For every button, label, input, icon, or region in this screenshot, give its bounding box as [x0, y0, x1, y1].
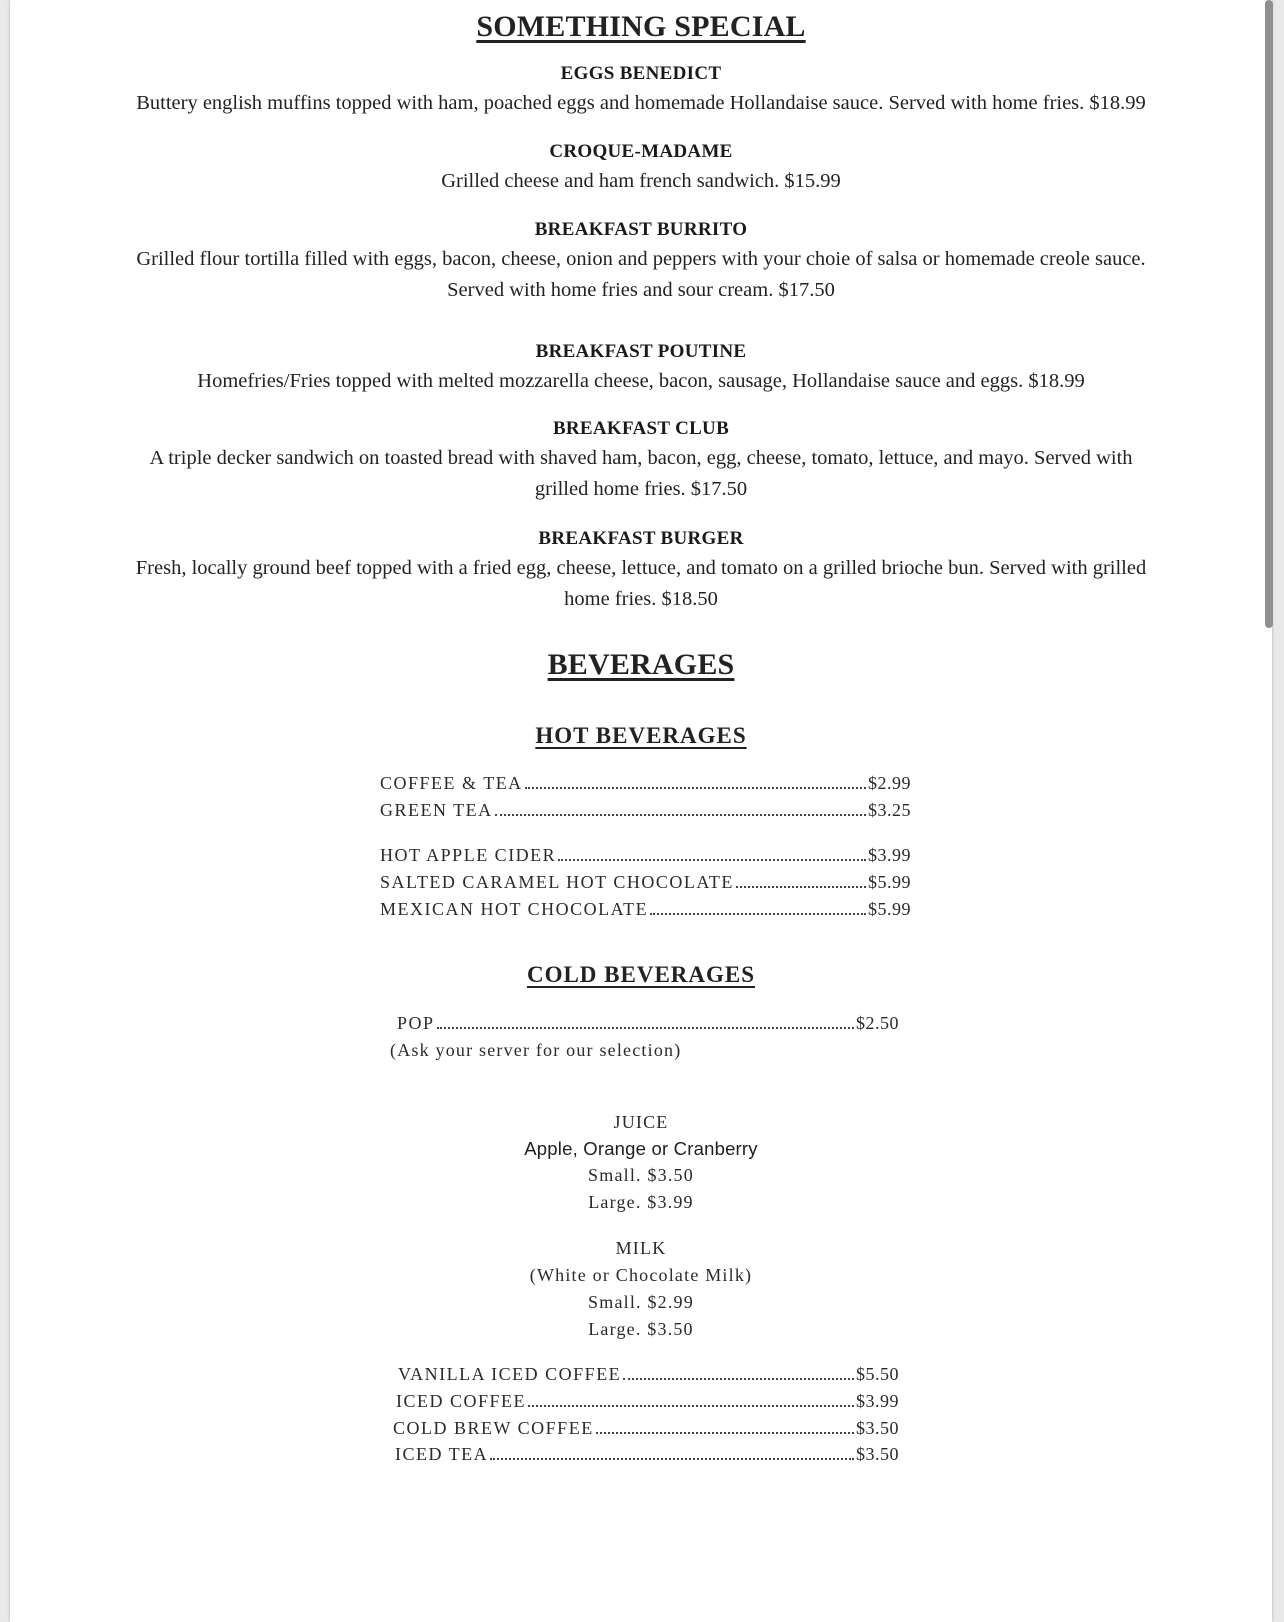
beverage-price: $2.99 [868, 773, 911, 793]
beverage-name: MEXICAN HOT CHOCOLATE [380, 899, 649, 919]
beverage-name: COLD BREW COFFEE [393, 1418, 594, 1438]
item-desc-breakfast-burrito-line2: Served with home fries and sour cream. $17.50 [447, 279, 835, 301]
beverage-price: $5.50 [856, 1364, 899, 1384]
special-heading: SOMETHING SPECIAL [476, 10, 806, 43]
dot-leader [558, 859, 866, 861]
milk-small: Small. $2.99 [588, 1292, 694, 1312]
juice-name: JUICE [613, 1112, 669, 1132]
item-name-croque-madame: CROQUE-MADAME [549, 141, 733, 162]
beverage-name: POP [397, 1013, 435, 1033]
item-name-eggs-benedict: EGGS BENEDICT [560, 63, 722, 84]
beverage-name: ICED TEA [395, 1444, 489, 1464]
beverage-row [380, 773, 911, 794]
juice-small: Small. $3.50 [588, 1165, 694, 1185]
item-desc-breakfast-burger-line1: Fresh, locally ground beef topped with a fried egg, cheese, lettuce, and tomato on a grilled brioche bun. Served with grilled [135, 557, 1147, 579]
beverage-row [396, 1391, 899, 1412]
beverage-price: $3.99 [856, 1391, 899, 1411]
beverage-row [380, 800, 911, 821]
beverage-price: $2.50 [856, 1013, 899, 1033]
beverage-price: $3.50 [856, 1444, 899, 1464]
item-desc-breakfast-club-line1: A triple decker sandwich on toasted bread with shaved ham, bacon, egg, cheese, tomato, lettuce, and mayo. Served with [149, 447, 1133, 469]
hot-beverages-heading: HOT BEVERAGES [535, 723, 747, 748]
item-desc-breakfast-burger-line2: home fries. $18.50 [564, 588, 718, 610]
cold-beverages-heading: COLD BEVERAGES [526, 962, 756, 987]
beverage-row [395, 1444, 899, 1465]
item-name-breakfast-burrito: BREAKFAST BURRITO [534, 219, 748, 240]
pop-note: (Ask your server for our selection) [390, 1040, 682, 1060]
beverage-row-pop [397, 1013, 899, 1034]
beverage-row [380, 845, 911, 866]
beverage-name: VANILLA ICED COFFEE [398, 1364, 622, 1384]
item-desc-croque-madame: Grilled cheese and ham french sandwich. $15.99 [441, 170, 841, 192]
milk-options: (White or Chocolate Milk) [529, 1265, 753, 1285]
beverage-price: $3.25 [868, 800, 911, 820]
beverages-heading: BEVERAGES [547, 648, 735, 681]
beverage-row [380, 899, 911, 920]
milk-large: Large. $3.50 [588, 1319, 694, 1339]
beverage-name: SALTED CARAMEL HOT CHOCOLATE [380, 872, 734, 892]
item-desc-breakfast-burrito-line1: Grilled flour tortilla filled with eggs, bacon, cheese, onion and peppers with your choie of salsa or homemade creole sauce. [136, 248, 1146, 270]
dot-leader [596, 1432, 854, 1434]
dot-leader [495, 814, 866, 816]
item-name-breakfast-club: BREAKFAST CLUB [552, 418, 730, 439]
vertical-scrollbar[interactable] [1265, 0, 1273, 628]
dot-leader [650, 913, 866, 915]
beverage-name: COFFEE & TEA [380, 773, 523, 793]
juice-options: Apple, Orange or Cranberry [524, 1138, 758, 1159]
beverage-row [398, 1364, 899, 1385]
item-desc-eggs-benedict: Buttery english muffins topped with ham, poached eggs and homemade Hollandaise sauce. Served with home fries. $18.99 [136, 92, 1146, 114]
item-name-breakfast-burger: BREAKFAST BURGER [538, 528, 744, 549]
dot-leader [437, 1027, 854, 1029]
juice-large: Large. $3.99 [588, 1192, 694, 1212]
beverage-price: $3.99 [868, 845, 911, 865]
beverage-name: ICED COFFEE [396, 1391, 527, 1411]
menu-page [10, 0, 1272, 1622]
beverage-price: $3.50 [856, 1418, 899, 1438]
dot-leader [528, 1405, 854, 1407]
item-desc-breakfast-poutine: Homefries/Fries topped with melted mozzarella cheese, bacon, sausage, Hollandaise sauce and eggs. $18.99 [197, 370, 1085, 392]
dot-leader [490, 1458, 854, 1460]
dot-leader [623, 1378, 854, 1380]
beverage-price: $5.99 [868, 872, 911, 892]
beverage-name: HOT APPLE CIDER [380, 845, 557, 865]
beverage-name: GREEN TEA [380, 800, 493, 820]
beverage-row [380, 872, 911, 893]
dot-leader [736, 886, 866, 888]
item-name-breakfast-poutine: BREAKFAST POUTINE [535, 341, 747, 362]
milk-name: MILK [615, 1238, 667, 1258]
item-desc-breakfast-club-line2: grilled home fries. $17.50 [534, 478, 748, 500]
beverage-price: $5.99 [868, 899, 911, 919]
dot-leader [525, 787, 866, 789]
beverage-row [393, 1418, 899, 1439]
